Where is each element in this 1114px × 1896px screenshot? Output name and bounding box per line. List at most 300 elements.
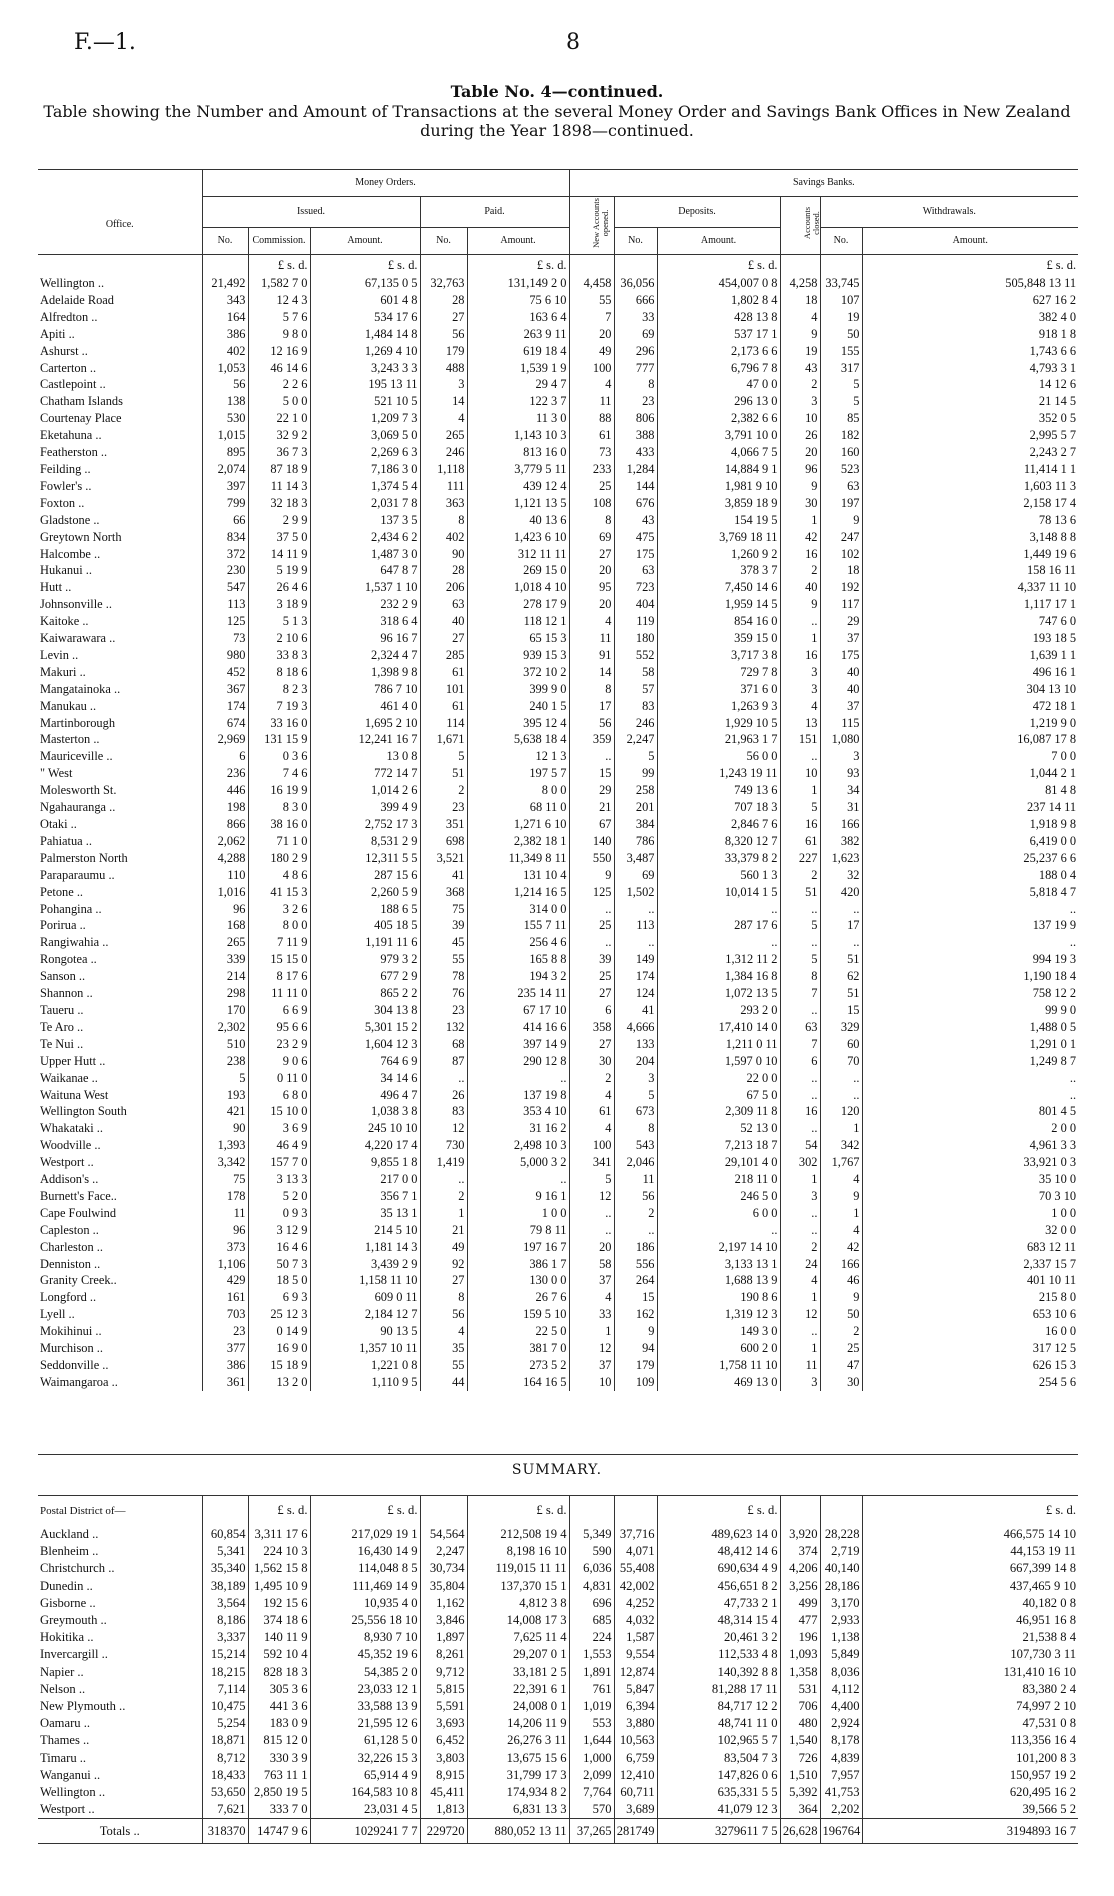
issued-commission: 16 9 0: [248, 1340, 310, 1357]
new-accounts: 49: [569, 343, 614, 360]
paid-count: 39: [420, 917, 467, 934]
office-name: Hukanui ..: [40, 563, 92, 578]
withdrawals-amount: 2,337 15 7: [862, 1256, 1078, 1273]
withdrawals-count: 1,138: [820, 1629, 862, 1646]
table-title: Table No. 4—continued.: [450, 82, 664, 101]
issued-amount: 521 10 5: [310, 393, 420, 410]
new-accounts: 570: [569, 1801, 614, 1819]
paid-amount: 1,271 6 10: [467, 816, 569, 833]
paid-amount: 312 11 11: [467, 546, 569, 563]
issued-amount: 8,930 7 10: [310, 1629, 420, 1646]
deposits-amount: 147,826 0 6: [657, 1767, 780, 1784]
issued-commission: 6 6 9: [248, 1002, 310, 1019]
paid-count: 8,915: [420, 1767, 467, 1784]
issued-commission: 16 4 6: [248, 1239, 310, 1256]
issued-amount: 1,374 5 4: [310, 478, 420, 495]
deposits-amount: 3,717 3 8: [657, 647, 780, 664]
issued-amount: 1,110 9 5: [310, 1374, 420, 1391]
issued-amount: 61,128 5 0: [310, 1732, 420, 1749]
deposits-count: 264: [614, 1272, 657, 1289]
issued-count: 343: [202, 292, 248, 309]
deposits-amount: 2,197 14 10: [657, 1239, 780, 1256]
issued-amount: 13 0 8: [310, 748, 420, 765]
issued-commission: 0 11 0: [248, 1070, 310, 1087]
withdrawals-count: 5: [820, 393, 862, 410]
issued-commission: 22 1 0: [248, 410, 310, 427]
deposits-count: 5: [614, 1087, 657, 1104]
issued-count: 674: [202, 715, 248, 732]
savings-banks-header: Savings Banks.: [569, 170, 1078, 197]
withdrawals-amount: 1,743 6 6: [862, 343, 1078, 360]
accounts-closed: 9: [780, 326, 820, 343]
issued-commission: 37 5 0: [248, 529, 310, 546]
office-name: Invercargill ..: [40, 1647, 108, 1662]
withdrawals-amount: 83,380 2 4: [862, 1681, 1078, 1698]
withdrawals-amount: 11,414 1 1: [862, 461, 1078, 478]
issued-commission: 5 1 3: [248, 613, 310, 630]
paid-amount: 119,015 11 11: [467, 1560, 569, 1577]
office-name: Addison's ..: [40, 1172, 99, 1187]
deposits-amount: 47,733 2 1: [657, 1595, 780, 1612]
new-accounts: 2: [569, 1070, 614, 1087]
office-row: [38, 867, 1078, 884]
deposits-amount: 83,504 7 3: [657, 1750, 780, 1767]
paid-count: 8: [420, 1289, 467, 1306]
new-accounts: 4,831: [569, 1578, 614, 1595]
paid-count: 9,712: [420, 1664, 467, 1681]
new-accounts: 21: [569, 799, 614, 816]
deposits-count: 37,716: [614, 1526, 657, 1543]
withdrawals-amount: 70 3 10: [862, 1188, 1078, 1205]
deposits-count: 186: [614, 1239, 657, 1256]
deposits-count: 2,247: [614, 731, 657, 748]
issued-amount: 217 0 0: [310, 1171, 420, 1188]
accounts-closed: 4: [780, 1272, 820, 1289]
withdrawals-amount: 1,219 9 0: [862, 715, 1078, 732]
accounts-closed: 1: [780, 512, 820, 529]
accounts-closed: 63: [780, 1019, 820, 1036]
withdrawals-amount: 317 12 5: [862, 1340, 1078, 1357]
issued-commission: 11 14 3: [248, 478, 310, 495]
withdrawals-count: ..: [820, 934, 862, 951]
withdrawals-count: 5: [820, 376, 862, 393]
issued-commission: 8 2 3: [248, 681, 310, 698]
deposits-count: 12,410: [614, 1767, 657, 1784]
deposits-amount: 428 13 8: [657, 309, 780, 326]
issued-commission: 7 19 3: [248, 698, 310, 715]
paid-amount: 26,276 3 11: [467, 1732, 569, 1749]
withdrawals-amount: 107,730 3 11: [862, 1646, 1078, 1663]
total-issued-amount: 1029241 7 7: [310, 1819, 420, 1844]
issued-amount: 764 6 9: [310, 1053, 420, 1070]
issued-amount-header: Amount.: [310, 228, 420, 255]
issued-commission: 8 0 0: [248, 917, 310, 934]
office-name: Cape Foulwind: [40, 1205, 117, 1220]
deposits-amount: 1,260 9 2: [657, 546, 780, 563]
accounts-closed: 16: [780, 816, 820, 833]
new-accounts: ..: [569, 934, 614, 951]
withdrawals-amount: 304 13 10: [862, 681, 1078, 698]
new-accounts: 27: [569, 1036, 614, 1053]
office-name: Thames ..: [40, 1733, 90, 1748]
withdrawals-amount: 99 9 0: [862, 1002, 1078, 1019]
issued-commission: 46 14 6: [248, 360, 310, 377]
accounts-closed: 96: [780, 461, 820, 478]
deposits-amount: 246 5 0: [657, 1188, 780, 1205]
issued-amount: 405 18 5: [310, 917, 420, 934]
issued-count: 1,393: [202, 1137, 248, 1154]
paid-amount: 619 18 4: [467, 343, 569, 360]
issued-count: 113: [202, 596, 248, 613]
office-row: [38, 529, 1078, 546]
new-accounts: 20: [569, 326, 614, 343]
paid-amount: 1 0 0: [467, 1205, 569, 1222]
deposits-count: 4,252: [614, 1595, 657, 1612]
issued-count: 4,288: [202, 850, 248, 867]
new-accounts: 7: [569, 309, 614, 326]
accounts-closed: 18: [780, 292, 820, 309]
deposits-amount: 359 15 0: [657, 630, 780, 647]
office-row: [38, 1171, 1078, 1188]
issued-amount: 647 8 7: [310, 562, 420, 579]
deposits-amount: 3,791 10 0: [657, 427, 780, 444]
accounts-closed: 16: [780, 647, 820, 664]
withdrawals-amount: 4,793 3 1: [862, 360, 1078, 377]
withdrawals-amount: 14 12 6: [862, 376, 1078, 393]
accounts-closed: 2: [780, 867, 820, 884]
paid-count: ..: [420, 1171, 467, 1188]
deposits-amount: 140,392 8 8: [657, 1664, 780, 1681]
district-row: [38, 1784, 1078, 1801]
office-name: Granity Creek..: [40, 1273, 117, 1288]
office-name: Mauriceville ..: [40, 749, 113, 764]
new-accounts: 15: [569, 765, 614, 782]
deposits-count: 3,880: [614, 1715, 657, 1732]
accounts-closed: 1,358: [780, 1664, 820, 1681]
paid-amount: 4,812 3 8: [467, 1595, 569, 1612]
new-accounts: 553: [569, 1715, 614, 1732]
paid-count: 5,591: [420, 1698, 467, 1715]
office-row: [38, 1222, 1078, 1239]
new-accounts: 4: [569, 1087, 614, 1104]
office-row: [38, 1053, 1078, 1070]
issued-amount: 12,311 5 5: [310, 850, 420, 867]
deposits-amount: 1,319 12 3: [657, 1306, 780, 1323]
issued-commission: 33 16 0: [248, 715, 310, 732]
paid-count: 4: [420, 410, 467, 427]
new-accounts: 33: [569, 1306, 614, 1323]
office-row: [38, 1239, 1078, 1256]
withdrawals-count: 50: [820, 326, 862, 343]
issued-commission: 330 3 9: [248, 1750, 310, 1767]
issued-no-header: No.: [202, 228, 248, 255]
withdrawals-amount: 758 12 2: [862, 985, 1078, 1002]
paid-count: 27: [420, 1272, 467, 1289]
issued-amount: 188 6 5: [310, 901, 420, 918]
deposits-amount: 560 1 3: [657, 867, 780, 884]
office-row: [38, 1137, 1078, 1154]
deposits-count: 296: [614, 343, 657, 360]
deposits-count: 11: [614, 1171, 657, 1188]
accounts-closed: 1: [780, 1340, 820, 1357]
issued-count: 125: [202, 613, 248, 630]
accounts-closed: 1,510: [780, 1767, 820, 1784]
issued-amount: 5,301 15 2: [310, 1019, 420, 1036]
issued-amount: 7,186 3 0: [310, 461, 420, 478]
deposits-amount: 56 0 0: [657, 748, 780, 765]
deposits-count: 204: [614, 1053, 657, 1070]
paid-amount: 256 4 6: [467, 934, 569, 951]
new-accounts: 1,019: [569, 1698, 614, 1715]
office-name: Apiti ..: [40, 326, 75, 341]
office-name: Timaru ..: [40, 1750, 87, 1765]
withdrawals-count: 51: [820, 985, 862, 1002]
issued-count: 15,214: [202, 1646, 248, 1663]
paid-amount: 40 13 6: [467, 512, 569, 529]
withdrawals-amount: 16,087 17 8: [862, 731, 1078, 748]
deposits-count: 56: [614, 1188, 657, 1205]
deposits-no-header: No.: [614, 228, 657, 255]
deposits-count: 180: [614, 630, 657, 647]
paid-count: 44: [420, 1374, 467, 1391]
office-row: [38, 1070, 1078, 1087]
accounts-closed: 43: [780, 360, 820, 377]
office-name: Te Aro ..: [40, 1019, 84, 1034]
office-row: [38, 1087, 1078, 1104]
issued-amount: 164,583 10 8: [310, 1784, 420, 1801]
withdrawals-count: 3,170: [820, 1595, 862, 1612]
issued-count: 1,015: [202, 427, 248, 444]
paid-amount: 163 6 4: [467, 309, 569, 326]
accounts-closed: 726: [780, 1750, 820, 1767]
paid-count: 61: [420, 698, 467, 715]
accounts-closed: 4,206: [780, 1560, 820, 1577]
paid-count: 265: [420, 427, 467, 444]
deposits-amount: 1,758 11 10: [657, 1357, 780, 1374]
accounts-closed: 6: [780, 1053, 820, 1070]
paid-amount: 7,625 11 4: [467, 1629, 569, 1646]
accounts-closed: 531: [780, 1681, 820, 1698]
new-accounts: 12: [569, 1340, 614, 1357]
office-name: Gladstone ..: [40, 512, 100, 527]
paid-amount-header: Amount.: [467, 228, 569, 255]
withdrawals-count: 37: [820, 630, 862, 647]
office-name: Ngahauranga ..: [40, 800, 116, 815]
paid-count: 75: [420, 901, 467, 918]
issued-commission: 140 11 9: [248, 1629, 310, 1646]
deposits-count: 15: [614, 1289, 657, 1306]
office-name: Wellington ..: [40, 1785, 106, 1800]
withdrawals-amount: ..: [862, 934, 1078, 951]
issued-count: 397: [202, 478, 248, 495]
issued-amount: 232 2 9: [310, 596, 420, 613]
accounts-closed: 480: [780, 1715, 820, 1732]
paid-count: 1: [420, 1205, 467, 1222]
paid-amount: 5,638 18 4: [467, 731, 569, 748]
accounts-closed: 1: [780, 630, 820, 647]
issued-amount: 865 2 2: [310, 985, 420, 1002]
withdrawals-count: 192: [820, 579, 862, 596]
office-row: [38, 292, 1078, 309]
office-name: Rangiwahia ..: [40, 935, 109, 950]
paid-amount: 29,207 0 1: [467, 1646, 569, 1663]
new-accounts: 30: [569, 1053, 614, 1070]
new-accounts: 61: [569, 1103, 614, 1120]
accounts-closed: 12: [780, 1306, 820, 1323]
deposits-amount: 14,884 9 1: [657, 461, 780, 478]
paid-count: 56: [420, 1306, 467, 1323]
paid-amount: 1,214 16 5: [467, 884, 569, 901]
issued-count: 298: [202, 985, 248, 1002]
withdrawals-count: 166: [820, 1256, 862, 1273]
withdrawals-count: 182: [820, 427, 862, 444]
deposits-amount: 1,263 9 3: [657, 698, 780, 715]
issued-count: 73: [202, 630, 248, 647]
deposits-amount: 1,802 8 4: [657, 292, 780, 309]
deposits-amount: 456,651 8 2: [657, 1578, 780, 1595]
issued-commission: 7 4 6: [248, 765, 310, 782]
issued-commission: 3 13 3: [248, 1171, 310, 1188]
paid-count: 1,419: [420, 1154, 467, 1171]
issued-amount: 111,469 14 9: [310, 1578, 420, 1595]
issued-count: 35,340: [202, 1560, 248, 1577]
withdrawals-count: 85: [820, 410, 862, 427]
issued-amount: 1,221 0 8: [310, 1357, 420, 1374]
withdrawals-amount: 1,603 11 3: [862, 478, 1078, 495]
withdrawals-amount: 4,337 11 10: [862, 579, 1078, 596]
withdrawals-amount: 158 16 11: [862, 562, 1078, 579]
unit-label: £ s. d.: [248, 1496, 310, 1527]
issued-commission: 8 3 0: [248, 799, 310, 816]
accounts-closed: ..: [780, 613, 820, 630]
paid-amount: 33,181 2 5: [467, 1664, 569, 1681]
office-row: [38, 579, 1078, 596]
issued-commission: 25 12 3: [248, 1306, 310, 1323]
withdrawals-amount: 2 0 0: [862, 1120, 1078, 1137]
issued-commission: 36 7 3: [248, 444, 310, 461]
withdrawals-amount: 2,243 2 7: [862, 444, 1078, 461]
withdrawals-count: 8,178: [820, 1732, 862, 1749]
issued-amount: 2,269 6 3: [310, 444, 420, 461]
office-name: Murchison ..: [40, 1341, 103, 1356]
issued-commission: 8 18 6: [248, 664, 310, 681]
deposits-count: 69: [614, 867, 657, 884]
deposits-amount: ..: [657, 1222, 780, 1239]
deposits-count: 723: [614, 579, 657, 596]
withdrawals-count: 1: [820, 1120, 862, 1137]
withdrawals-amount: 215 8 0: [862, 1289, 1078, 1306]
new-accounts: 6: [569, 1002, 614, 1019]
withdrawals-count: 93: [820, 765, 862, 782]
accounts-closed: 16: [780, 1103, 820, 1120]
withdrawals-amount: 44,153 19 11: [862, 1543, 1078, 1560]
deposits-amount: 2,382 6 6: [657, 410, 780, 427]
paid-count: 1,671: [420, 731, 467, 748]
section-divider: [38, 1454, 1078, 1455]
deposits-count: 806: [614, 410, 657, 427]
issued-header: Issued.: [202, 197, 420, 228]
new-accounts: 8: [569, 681, 614, 698]
issued-commission: 5 19 9: [248, 562, 310, 579]
withdrawals-amount: 437,465 9 10: [862, 1578, 1078, 1595]
withdrawals-amount: 25,237 6 6: [862, 850, 1078, 867]
office-row: [38, 630, 1078, 647]
issued-count: 361: [202, 1374, 248, 1391]
new-accounts: 1,644: [569, 1732, 614, 1749]
issued-count: 56: [202, 376, 248, 393]
office-row: [38, 461, 1078, 478]
table-header: [38, 170, 1078, 276]
issued-commission: 4 8 6: [248, 867, 310, 884]
issued-commission: 0 9 3: [248, 1205, 310, 1222]
new-accounts: 8: [569, 512, 614, 529]
deposits-amount: 454,007 0 8: [657, 275, 780, 292]
accounts-closed: 7: [780, 1036, 820, 1053]
new-accounts: 590: [569, 1543, 614, 1560]
paid-count: 12: [420, 1120, 467, 1137]
withdrawals-amount: 801 4 5: [862, 1103, 1078, 1120]
office-name: Wellington ..: [40, 276, 105, 290]
deposits-count: 4,071: [614, 1543, 657, 1560]
issued-amount: 9,855 1 8: [310, 1154, 420, 1171]
paid-count: 28: [420, 562, 467, 579]
accounts-closed: 5,392: [780, 1784, 820, 1801]
paid-amount: 31,799 17 3: [467, 1767, 569, 1784]
paid-no-header: No.: [420, 228, 467, 255]
office-name: Napier ..: [40, 1664, 84, 1679]
deposits-count: 33: [614, 309, 657, 326]
paid-count: 14: [420, 393, 467, 410]
issued-amount: 534 17 6: [310, 309, 420, 326]
issued-amount: 786 7 10: [310, 681, 420, 698]
issued-amount: 2,434 6 2: [310, 529, 420, 546]
deposits-count: 552: [614, 647, 657, 664]
issued-amount: 3,243 3 3: [310, 360, 420, 377]
issued-amount: 1,038 3 8: [310, 1103, 420, 1120]
deposits-amount: 67 5 0: [657, 1087, 780, 1104]
office-name: New Plymouth ..: [40, 1699, 126, 1714]
paid-count: 49: [420, 1239, 467, 1256]
issued-amount: 34 14 6: [310, 1070, 420, 1087]
new-accounts: 17: [569, 698, 614, 715]
office-name: Mokihinui ..: [40, 1324, 102, 1339]
new-accounts: 4: [569, 1289, 614, 1306]
withdrawals-count: 4,112: [820, 1681, 862, 1698]
office-header: Office.: [105, 218, 134, 230]
issued-amount: 54,385 2 0: [310, 1664, 420, 1681]
withdrawals-count: 420: [820, 884, 862, 901]
commission-header: Commission.: [248, 228, 310, 255]
deposits-count: 9,554: [614, 1646, 657, 1663]
deposits-count: 201: [614, 799, 657, 816]
withdrawals-amount: 496 16 1: [862, 664, 1078, 681]
district-row: [38, 1595, 1078, 1612]
issued-count: 452: [202, 664, 248, 681]
accounts-closed: 2: [780, 1239, 820, 1256]
office-row: [38, 1019, 1078, 1036]
withdrawals-amount: 35 10 0: [862, 1171, 1078, 1188]
withdrawals-amount: 40,182 0 8: [862, 1595, 1078, 1612]
paid-amount: 273 5 2: [467, 1357, 569, 1374]
withdrawals-amount: 81 4 8: [862, 782, 1078, 799]
withdrawals-amount: 74,997 2 10: [862, 1698, 1078, 1715]
paid-count: 68: [420, 1036, 467, 1053]
issued-commission: 46 4 9: [248, 1137, 310, 1154]
office-name: Seddonville ..: [40, 1358, 109, 1372]
money-orders-header: Money Orders.: [202, 170, 569, 197]
accounts-closed: 5: [780, 799, 820, 816]
issued-commission: 374 18 6: [248, 1612, 310, 1629]
